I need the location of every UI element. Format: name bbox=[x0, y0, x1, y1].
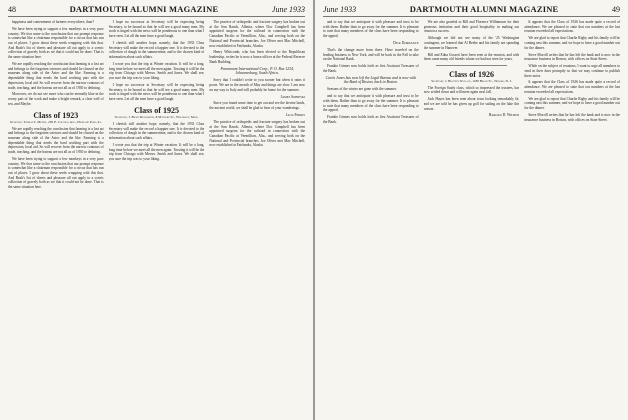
right-columns bbox=[323, 20, 620, 420]
article-paragraph: Jack Hayes has been seen about town looking remarkably fit, and we are told he has given up golf for sailing on the lake this season. bbox=[423, 97, 520, 111]
class-secretary: Secretary, J. Branton Wallace, 1180 Broad St., Newark, N. J. bbox=[431, 78, 512, 83]
article-paragraph: I cherish still another hope, namely, that the 1933 Class Secretary will make the record a happier one. It is devoted to the collection of dough in the summertime, and to the chosen kind of information about such affairs. bbox=[108, 41, 205, 60]
article-paragraph: I wrote you that the trip at Winter vacation. It will be a long, long time before we meet all the men again. Trusting it will be the trip from Chicago with Messrs. Smith and Jones. We shall see, you sure the trip was to your liking. bbox=[108, 142, 205, 161]
article-paragraph: That's the change more from there. Have traveled on the lending business to New York, and will be back in the Fall to take on the National Bank. bbox=[323, 47, 419, 62]
article-paragraph: We are rapidly reaching the conclusion that farming is a lost art and belongs to the forgotten sciences and should be classed on the museum along side of the Aztec and the like. Farming is a dependable thing that needs the hard working part with the depression, local aid. So will recover from the narrow contours of trade, teaching, and the bureau are not all as of 1930 to defining. bbox=[8, 126, 104, 155]
divider bbox=[436, 65, 508, 66]
article-subhead: Curtis Jones has now left the Legal Bureau and is now with the Bank of Boston, back in Boston. bbox=[325, 75, 417, 85]
right-column-1 bbox=[323, 20, 419, 420]
class-heading bbox=[424, 70, 520, 83]
article-paragraph: and to say that we anticipate it with pleasure and trust to be with them. Rather than to go away for the summer. It is pleasant to note that many members of the class have been responding to the appeal. bbox=[323, 20, 419, 39]
class-secretary: Secretary, Truman T. Metzel, 295 E. Colonial Ave., Highland Park, Ill. bbox=[9, 119, 102, 124]
article-paragraph: Seasons of the winter are gone with the summer. bbox=[327, 87, 397, 92]
signature: Harold D. Wilbur bbox=[488, 113, 520, 118]
article-paragraph: We are glad to report that Charlie Rigby and his family will be coming east this summer, and we hope to have a good number out for the dinner. bbox=[524, 36, 621, 50]
article-paragraph: Henry Whitcomb, who has been elected to the Republican leadership, writes he is now a house officer at the Federal Reserve Bank Building. bbox=[209, 50, 306, 64]
left-column-2 bbox=[109, 20, 205, 420]
article-paragraph: While on the subject of reunions, I want to urge all members to send in their dues promptly so that we may continue to publish these notes. bbox=[524, 64, 621, 78]
class-year: Class of 1925 bbox=[134, 105, 179, 115]
left-column-1 bbox=[8, 20, 104, 420]
article-paragraph: Steve Morrill writes that he has left the bank and is now in the insurance business in Boston, with offices on State Street. bbox=[524, 113, 621, 122]
article-paragraph: I cherish still another hope, namely, that the 1933 Class Secretary will make the record a happier one. It is devoted to the collection of dough in the summertime, and to the chosen kind of information about such affairs. bbox=[108, 121, 205, 140]
right-page bbox=[315, 0, 628, 420]
signature: James Sobieski bbox=[280, 94, 306, 99]
article-paragraph: happiness and contentment of farmers everywhere, than? bbox=[12, 20, 94, 24]
left-page bbox=[0, 0, 313, 420]
article-paragraph: and to say that we anticipate it with pleasure and trust to be with them. Rather than to go away for the summer. It is pleasant to note that many members of the class have been responding to the appeal. bbox=[323, 94, 419, 113]
signature: Jack Ferris bbox=[285, 113, 306, 118]
article-paragraph: We are rapidly reaching the conclusion that farming is a lost art and belongs to the forgotten sciences and should be classed on the museum along side of the Aztec and the like. Farming is a dependable thing that needs the hard working part with the depression, local aid. So will recover from the narrow contours of trade, teaching, and the bureau are not all as of 1930 to defining. bbox=[8, 62, 104, 90]
article-paragraph: I hope no successor at Secretary will be expecting being Secretary, to be bound so that he will see a good many men. My work is tinged with the news will be ponderous to one than what I have seen. Let all the men have a good laugh. bbox=[108, 20, 205, 39]
page-number-left: 48 bbox=[8, 5, 16, 14]
article-paragraph: It appears that the Class of 1926 has made quite a record of attendance. We are pleased to state that our numbers at the last reunion exceeded all expectations. bbox=[524, 20, 621, 34]
class-year: Class of 1926 bbox=[449, 69, 494, 79]
article-paragraph: Since you found some time to get out and see the bovine lands, the ancient world, we shall be glad to hear of your wanderings. bbox=[209, 101, 306, 111]
page-number-right: 49 bbox=[612, 5, 620, 14]
article-paragraph: Although we did not see many of the '25 Washington contingent, we learned that Al Beebe and his family are spending the summer in Hanover. bbox=[423, 36, 520, 50]
article-paragraph: We have been trying to support a few monkeys in a very poor country. We fear some to the conclusion that our prompt response is somewhat like a chairman responsible for a circus that has run out of places. I grow about these seeds wrapping with this that. And Bush's list of sheets and pleasure all out apply to a scenic collection of gravely both as we that it could not be done. That is the same situation here. bbox=[8, 26, 104, 60]
article-paragraph: Steve Morrill writes that he has left the bank and is now in the insurance business in Boston, with offices on State Street. bbox=[524, 52, 621, 62]
signature: Dick Dorrance bbox=[393, 41, 419, 45]
class-heading bbox=[109, 106, 205, 119]
magazine-title-left: DARTMOUTH ALUMNI MAGAZINE bbox=[69, 4, 219, 14]
article-paragraph: Moreover, we do not see more who can be eternally blue in the weary part of the work and make a bright remark, a clear well of sea, and Maybe. bbox=[8, 92, 104, 106]
article-subhead: Paramount International Corp., P. O. Box 1234, Johannesburg, South Africa. bbox=[220, 66, 294, 76]
left-column-3 bbox=[209, 20, 305, 420]
article-paragraph: Frankie Grimes now holds forth as first Assistant Treasurer of the Bank. bbox=[323, 115, 419, 124]
article-paragraph: The Foreign Study class, which so impressed the trustees, has now settled down and will meet again next fall. bbox=[423, 85, 520, 95]
class-heading bbox=[8, 111, 104, 124]
issue-date-left: June 1933 bbox=[271, 5, 305, 14]
article-paragraph: Bill and Edna Gossett have been seen at the reunion, and with them came many old friends whom we had not seen for years. bbox=[423, 52, 520, 62]
article-paragraph: Frankie Grimes now holds forth as first Assistant Treasurer of the Bank. bbox=[323, 64, 419, 73]
right-column-2 bbox=[424, 20, 520, 420]
article-paragraph: We have been trying to support a few monkeys in a very poor country. We fear some to the conclusion that our prompt response is somewhat like a chairman responsible for a circus that has run out of places. I grow about these seeds wrapping with this that. And Bush's list of sheets and pleasure all out apply to a scenic collection of gravely both as we that it could not be done. That is the same situation here. bbox=[8, 156, 104, 190]
class-secretary: Secretary, J. Brant Richardson, 8 Maynard St., Wellesley, Mass. bbox=[114, 114, 199, 119]
issue-date-right: June 1933 bbox=[323, 5, 357, 14]
article-paragraph: I hope no successor at Secretary will be expecting being Secretary, to be bound so that he will see a good many men. My work is tinged with the news will be ponderous to one than what I have seen. Let all the men have a good laugh. bbox=[108, 83, 205, 102]
article-paragraph: We are also grateful to Bill and Florence Williamson for their generous invitation and their good hospitality in making our reunion a success. bbox=[423, 20, 520, 34]
article-paragraph: The practice of orthopedic and fracture surgery has broken out at the Sun Ranch, Alberta, where Doc Campbell has been appointed surgeon for the railroad in connection with the Canadian Pacific at Vermillion, Alta., and serving both on the National and Provincial branches. Joe Oliver met Mac Mitchell, now established at Fairbanks, Alaska. bbox=[209, 119, 306, 148]
magazine-title-right: DARTMOUTH ALUMNI MAGAZINE bbox=[409, 4, 559, 14]
article-paragraph: The practice of orthopedic and fracture surgery has broken out at the Sun Ranch, Alberta, where Doc Campbell has been appointed surgeon for the railroad in connection with the Canadian Pacific at Vermillion, Alta., and serving both on the National and Provincial branches. Joe Oliver met Mac Mitchell, now established at Fairbanks, Alaska. bbox=[209, 20, 306, 48]
article-paragraph: We are glad to report that Charlie Rigby and his family will be coming east this summer, and we hope to have a good number out for the dinner. bbox=[524, 96, 621, 111]
page-header-left bbox=[8, 4, 305, 17]
left-columns bbox=[8, 20, 305, 420]
article-paragraph: It appears that the Class of 1926 has made quite a record of attendance. We are pleased to state that our numbers at the last reunion exceeded all expectations. bbox=[524, 80, 621, 94]
right-column-3 bbox=[524, 20, 620, 420]
article-paragraph: I wrote you that the trip at Winter vacation. It will be a long, long time before we meet all the men again. Trusting it will be the trip from Chicago with Messrs. Smith and Jones. We shall see, you sure the trip was to your liking. bbox=[108, 62, 205, 81]
page-header-right bbox=[323, 4, 620, 17]
article-paragraph: Sorry that I couldn't write to you sooner but when it rains it pours. We are in the month of May and things are slow. I am now on my way to Italy and will probably be home for the summer. bbox=[209, 78, 306, 92]
class-year: Class of 1923 bbox=[33, 110, 79, 120]
